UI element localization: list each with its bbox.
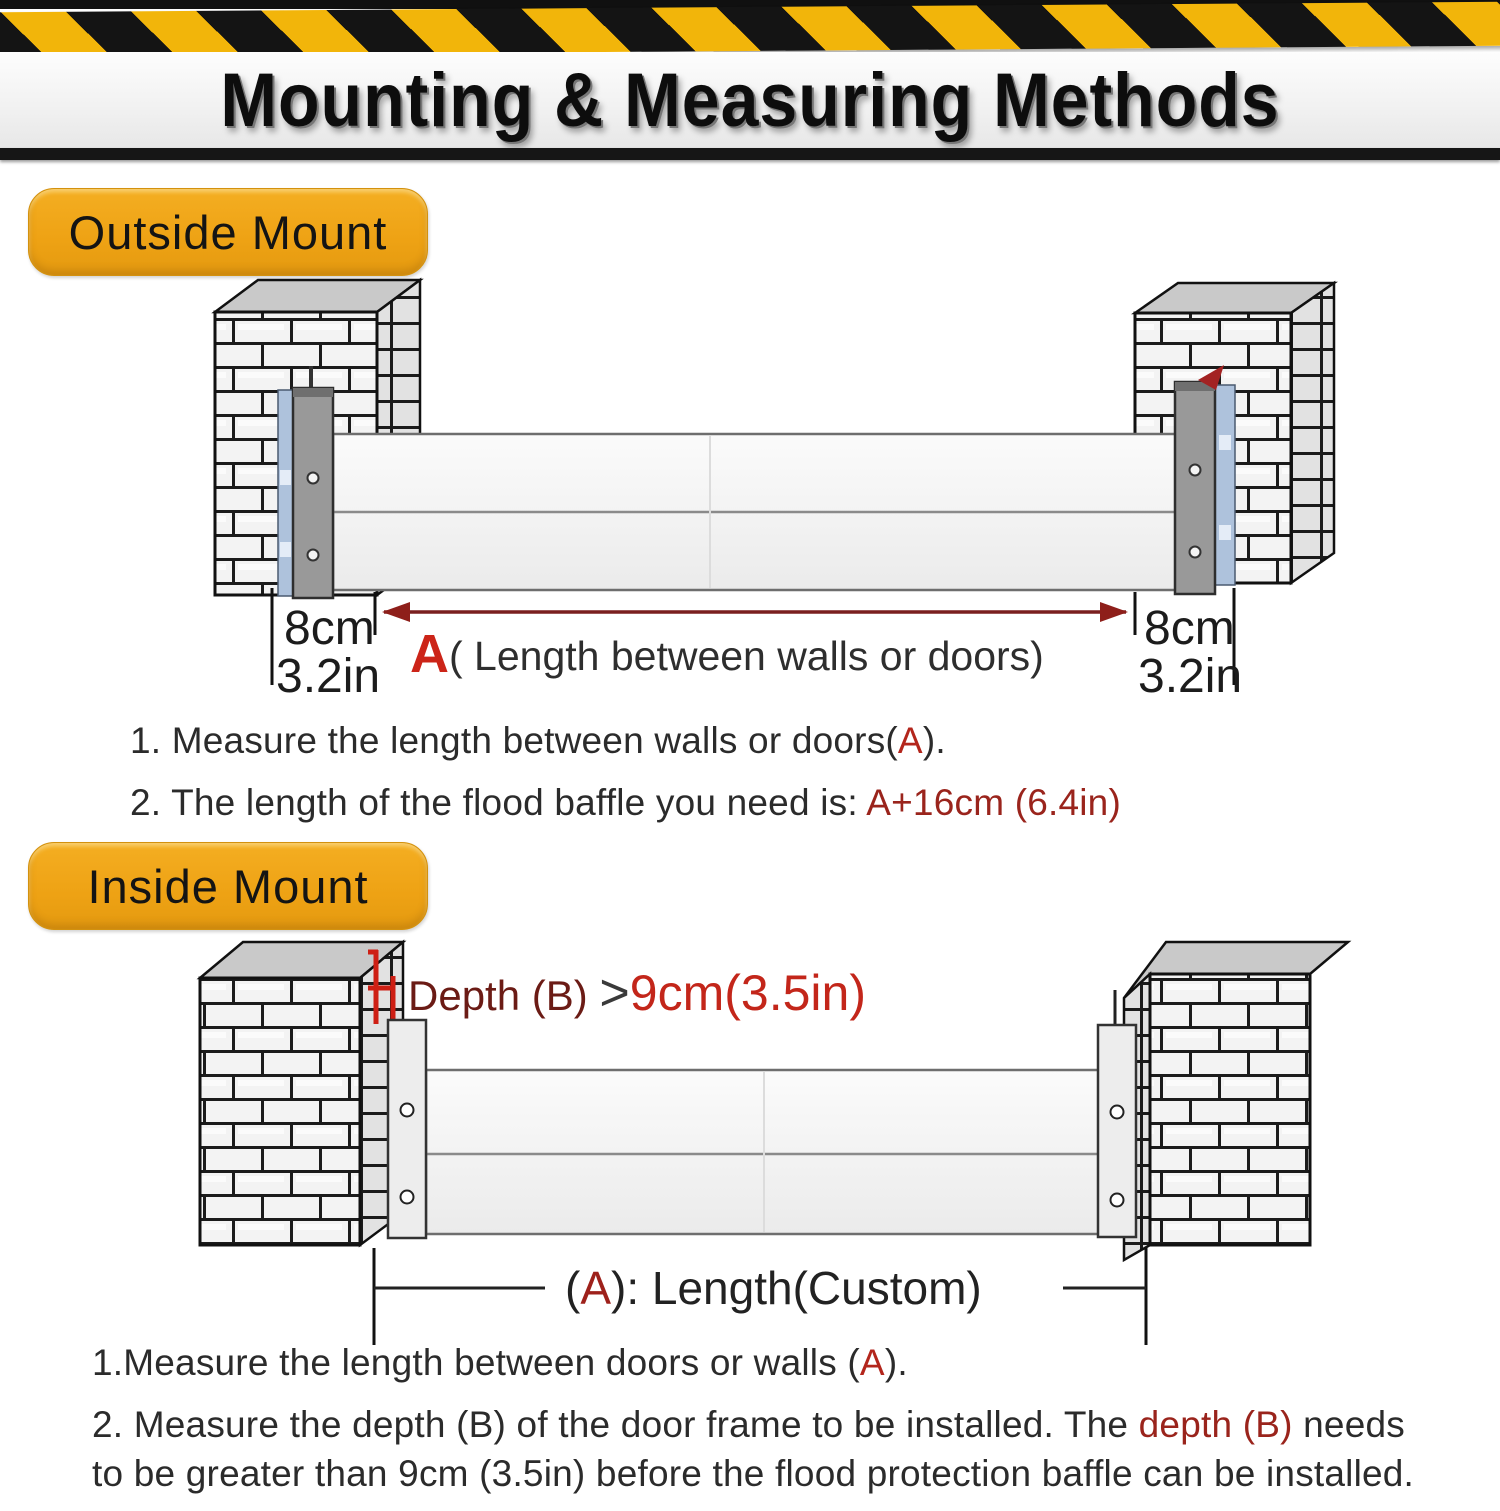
inside-left-bracket bbox=[388, 1020, 426, 1238]
seal-mark bbox=[1219, 435, 1231, 450]
anchor-line bbox=[309, 366, 313, 390]
depth-annotation: Depth (B) >9cm(3.5in) bbox=[408, 964, 866, 1022]
bracket-cap bbox=[293, 388, 333, 397]
title-band bbox=[0, 52, 1500, 148]
screw-hole bbox=[308, 550, 319, 561]
length-custom-label: (A): Length(Custom) bbox=[565, 1262, 982, 1314]
inside-right-pillar-front-face bbox=[1150, 974, 1310, 1245]
outside-right-bracket-bar bbox=[1175, 382, 1215, 594]
right-offset-cm: 8cm bbox=[1144, 602, 1235, 655]
seal-mark bbox=[1219, 525, 1231, 540]
outside-measurements bbox=[272, 588, 1242, 700]
screw-hole bbox=[401, 1191, 414, 1204]
outside-instructions bbox=[130, 716, 1470, 840]
inside-mount-label-text: Inside Mount bbox=[87, 859, 369, 913]
page-title: Mounting & Measuring Methods bbox=[220, 57, 1280, 143]
outside-left-seal-strip bbox=[278, 390, 293, 596]
screw-hole bbox=[1111, 1106, 1124, 1119]
span-label: A( Length between walls or doors) bbox=[410, 624, 1044, 684]
inside-right-pillar bbox=[1124, 942, 1348, 1260]
red-a: A bbox=[897, 720, 923, 761]
screw-hole bbox=[401, 1104, 414, 1117]
inside-mount-label bbox=[28, 842, 428, 930]
seal-mark bbox=[280, 542, 291, 557]
outside-left-bracket bbox=[278, 366, 333, 598]
inside-mount-diagram bbox=[0, 930, 1500, 1350]
outside-left-bracket-bar bbox=[293, 388, 333, 598]
outside-mount-label-text: Outside Mount bbox=[68, 205, 388, 259]
outside-step-1: 1. Measure the length between walls or doors(A). bbox=[130, 720, 946, 761]
outside-right-pillar-side-face bbox=[1291, 283, 1334, 583]
screw-hole bbox=[1190, 547, 1201, 558]
left-offset-in: 3.2in bbox=[276, 650, 381, 700]
screw-hole bbox=[1190, 465, 1201, 476]
screw-hole bbox=[1111, 1194, 1124, 1207]
outside-right-seal-strip bbox=[1215, 385, 1235, 585]
hazard-tape-banner bbox=[0, 2, 1500, 57]
inside-measurements bbox=[374, 1248, 1146, 1345]
inside-flood-barrier bbox=[426, 1070, 1102, 1234]
right-offset-in: 3.2in bbox=[1138, 650, 1243, 700]
outside-step-2: 2. The length of the flood baffle you need is: A+16cm (6.4in) bbox=[130, 782, 1121, 823]
outside-right-bracket bbox=[1175, 365, 1235, 594]
red-a: A bbox=[859, 1342, 885, 1383]
outside-mount-label bbox=[28, 188, 428, 276]
inside-step-2: 2. Measure the depth (B) of the door frame to be installed. The depth (B) needs to be greater than 9cm (3.5in) before the flood protection baffle can be installed. bbox=[92, 1404, 1415, 1494]
arrowhead-right-icon bbox=[1100, 602, 1128, 622]
inside-instructions bbox=[92, 1338, 1494, 1511]
title-divider-bar bbox=[0, 148, 1500, 160]
outside-mount-diagram bbox=[0, 270, 1500, 700]
inside-step-1: 1.Measure the length between doors or walls (A). bbox=[92, 1342, 908, 1383]
left-offset-cm: 8cm bbox=[284, 602, 375, 655]
arrowhead-left-icon bbox=[382, 602, 410, 622]
seal-mark bbox=[280, 470, 291, 485]
outside-flood-barrier bbox=[333, 434, 1178, 590]
length-formula: A+16cm (6.4in) bbox=[866, 782, 1121, 823]
screw-hole bbox=[308, 473, 319, 484]
depth-b-highlight: depth (B) bbox=[1138, 1404, 1293, 1445]
inside-left-pillar-front-face bbox=[200, 978, 360, 1245]
inside-left-bracket-bar bbox=[388, 1020, 426, 1238]
inside-right-bracket bbox=[1098, 990, 1136, 1237]
